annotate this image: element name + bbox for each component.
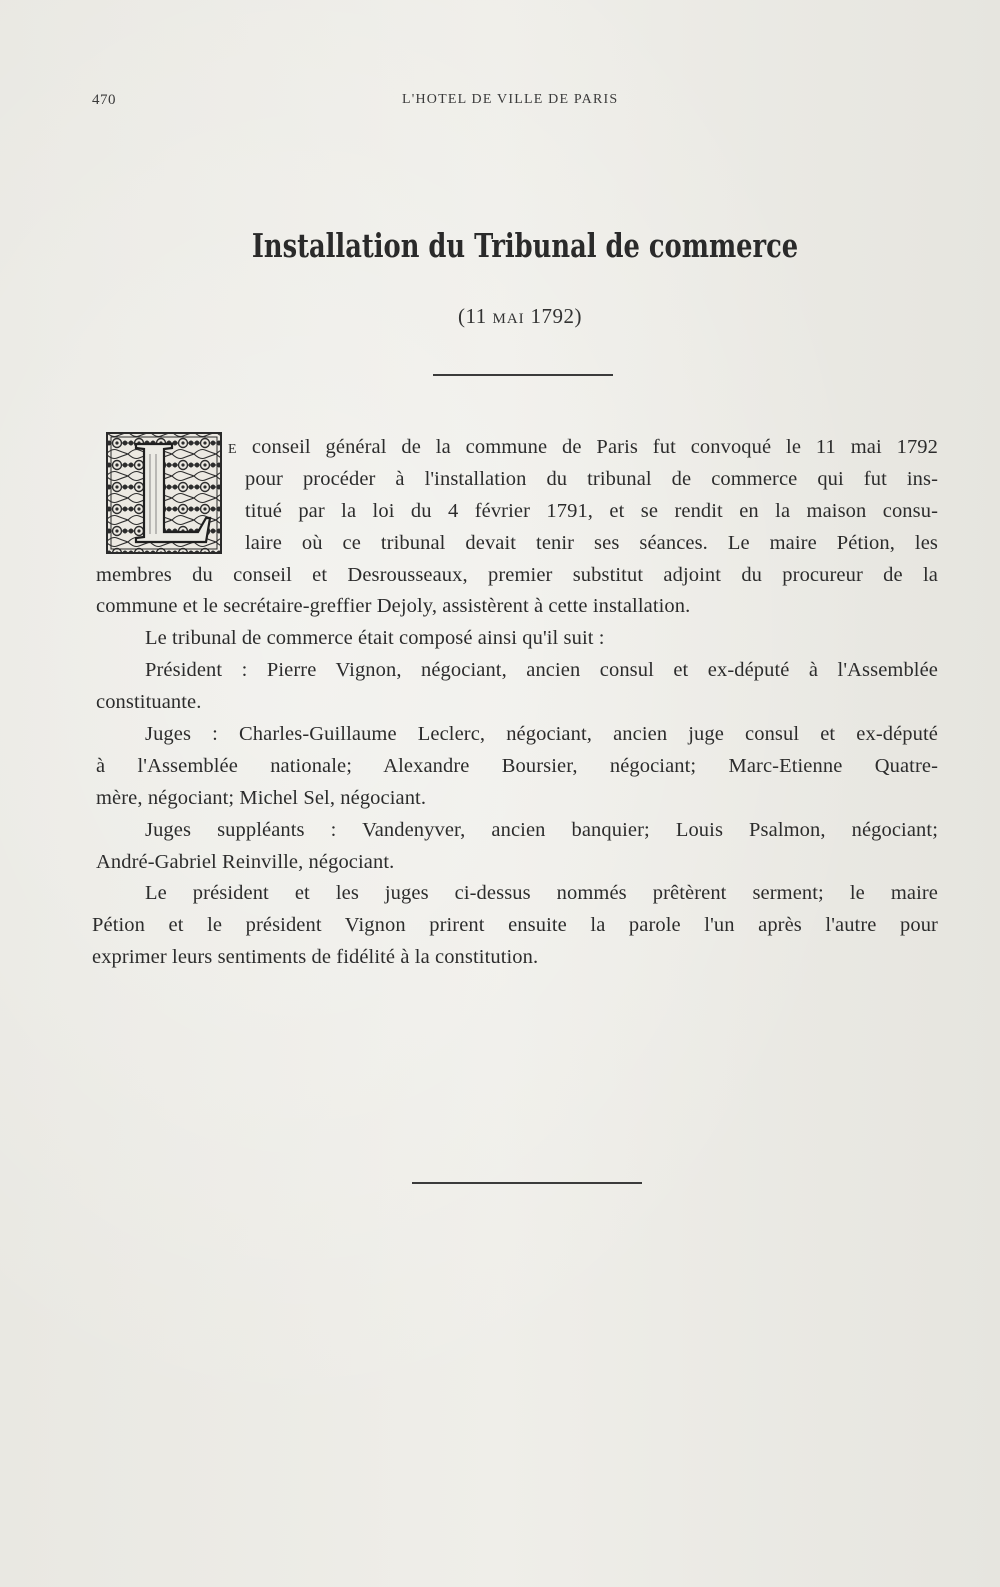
text-line-1-body: conseil général de la commune de Paris fut convoqué le 11 mai 1792 (237, 436, 938, 458)
text-line-16: Pétion et le président Vignon prirent ensuite la parole l'un après l'autre pour (92, 914, 938, 936)
text-line-5: membres du conseil et Desrousseaux, premier substitut adjoint du procureur de la (96, 564, 938, 586)
running-head (92, 92, 934, 112)
ornamental-dropcap-L-icon (106, 432, 222, 554)
text-line-1 (228, 436, 938, 459)
date-month: MAI (492, 311, 525, 327)
text-line-6: commune et le secrétaire-greffier Dejoly, assistèrent à cette installation. (96, 595, 691, 617)
text-line-15: Le président et les juges ci-dessus nommés prêtèrent serment; le maire (145, 882, 938, 904)
text-line-9: constituante. (96, 691, 202, 713)
text-line-2: pour procéder à l'installation du tribunal de commerce qui fut ins- (245, 468, 938, 490)
article-date (0, 304, 1000, 329)
text-line-12: mère, négociant; Michel Sel, négociant. (96, 787, 427, 809)
page-number: 470 (92, 92, 116, 108)
closing-rule (412, 1182, 642, 1184)
title-rule (433, 374, 613, 376)
text-line-17: exprimer leurs sentiments de fidélité à la constitution. (92, 946, 539, 968)
text-line-4: laire où ce tribunal devait tenir ses séances. Le maire Pétion, les (245, 532, 938, 554)
running-title: L'HOTEL DE VILLE DE PARIS (402, 92, 619, 107)
text-line-8: Président : Pierre Vignon, négociant, ancien consul et ex-député à l'Assemblée (145, 659, 938, 681)
date-open: (11 (458, 304, 493, 328)
text-line-3: titué par la loi du 4 février 1791, et se rendit en la maison consu- (245, 500, 938, 522)
text-line-14: André-Gabriel Reinville, négociant. (96, 851, 395, 873)
dropcap-continuation: E (228, 442, 238, 457)
text-line-7: Le tribunal de commerce était composé ainsi qu'il suit : (145, 627, 605, 649)
text-line-11: à l'Assemblée nationale; Alexandre Boursier, négociant; Marc-Etienne Quatre- (96, 755, 938, 777)
article-title (116, 226, 935, 265)
date-close: 1792) (524, 304, 582, 328)
text-line-10: Juges : Charles-Guillaume Leclerc, négociant, ancien juge consul et ex-député (145, 723, 938, 745)
text-line-13: Juges suppléants : Vandenyver, ancien banquier; Louis Psalmon, négociant; (145, 819, 938, 841)
article-title-text: Installation du Tribunal de commerce (251, 226, 799, 265)
